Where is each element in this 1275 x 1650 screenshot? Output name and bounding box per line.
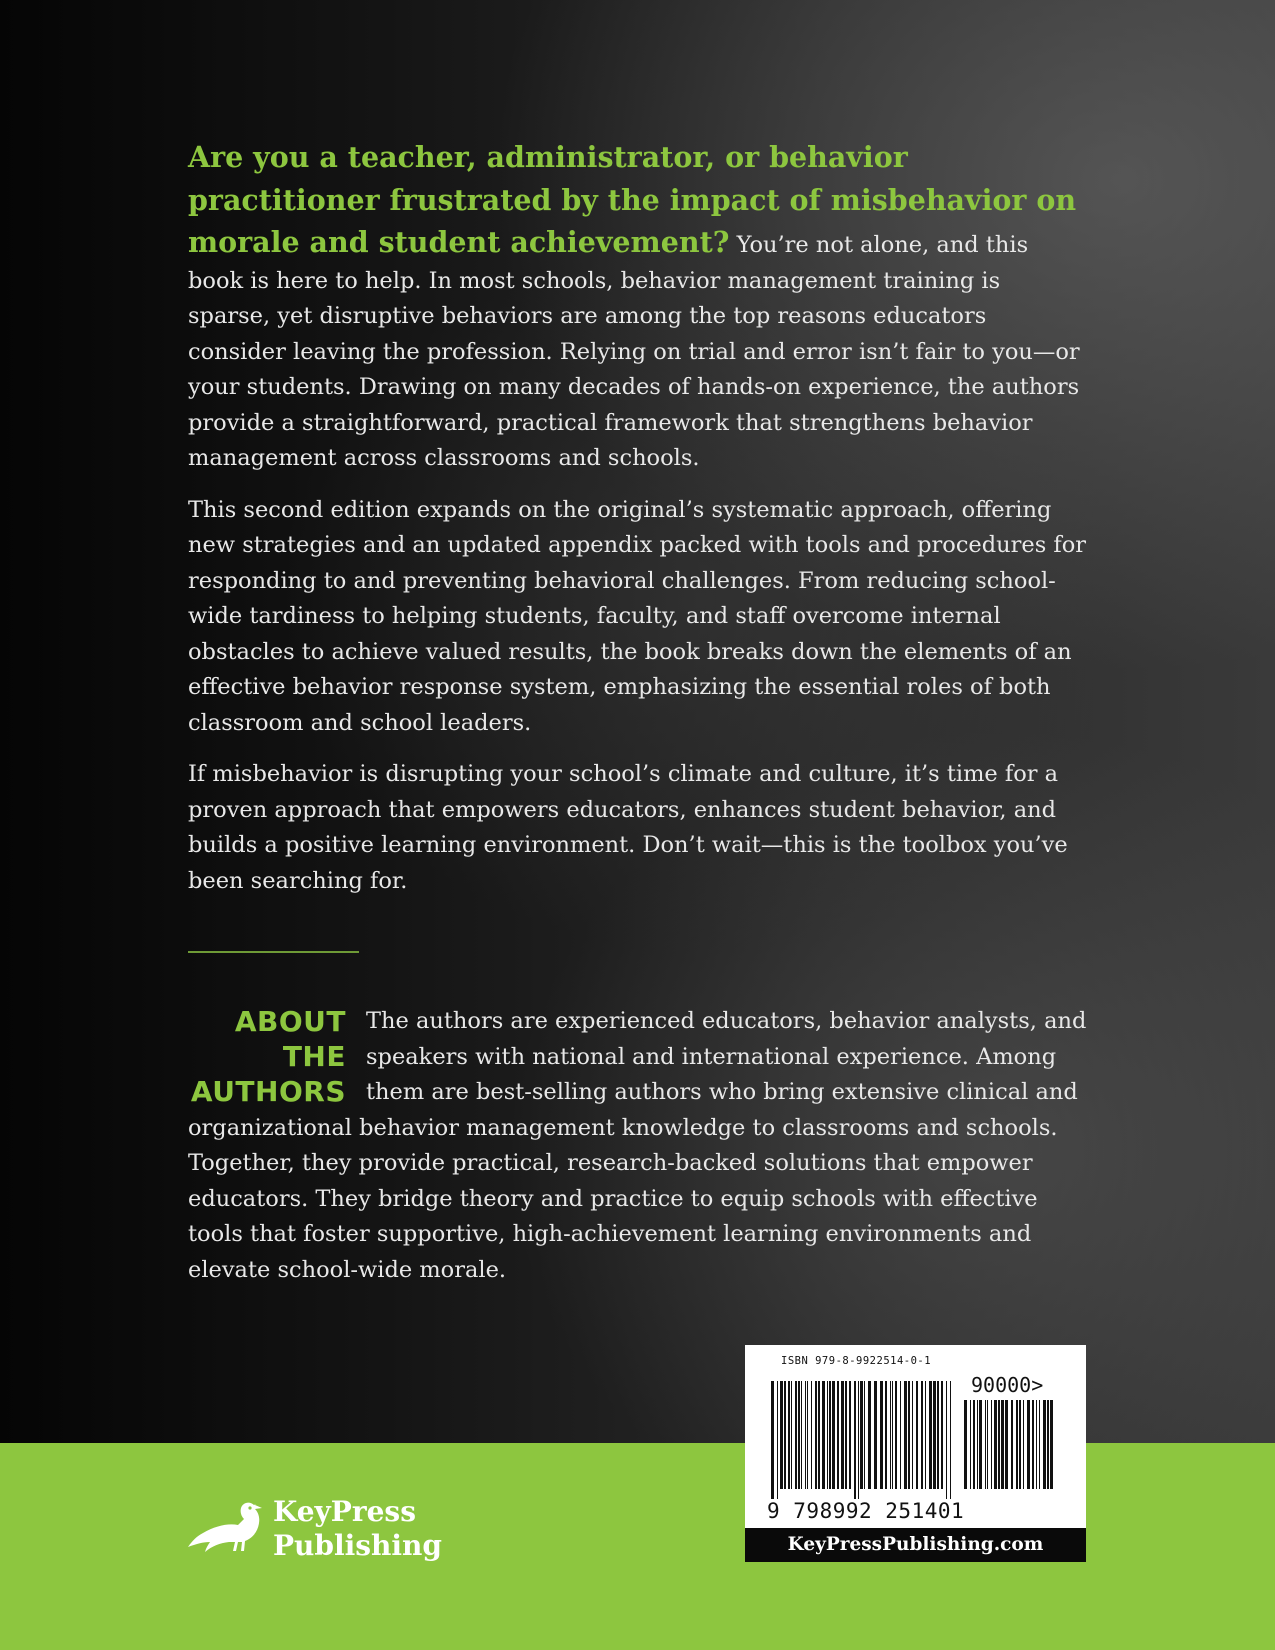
barcode-bar [860, 1381, 863, 1489]
barcode-bar [837, 1381, 839, 1489]
barcode-bar [841, 1381, 844, 1489]
pigeon-icon [188, 1497, 270, 1563]
barcode-bar [895, 1381, 897, 1489]
barcode-bar [908, 1381, 910, 1489]
blurb-paragraph-1 [188, 136, 1088, 477]
barcode-bar [815, 1381, 817, 1489]
barcode-bar [1023, 1400, 1024, 1489]
barcode-bar [964, 1400, 967, 1489]
barcode-bar [885, 1381, 887, 1489]
barcode-bar [900, 1381, 901, 1489]
barcode-bar [777, 1381, 778, 1499]
blurb-paragraph-3: If misbehavior is disrupting your school’s climate and culture, it’s time for a proven approach that empowers educators, enhances student behavior, and builds a positive learning environment. Don’t wait—this is the toolbox you’ve been searching for. [188, 761, 1068, 894]
barcode-bar [912, 1381, 913, 1489]
barcode-bar [1036, 1400, 1037, 1489]
barcode-bar [970, 1400, 971, 1489]
barcode-bar [979, 1400, 982, 1489]
barcode-bar [811, 1381, 812, 1489]
barcode-bar [798, 1381, 800, 1489]
barcode-bar [805, 1381, 806, 1489]
barcode-bar [845, 1381, 847, 1489]
barcode-bar [827, 1381, 828, 1489]
barcode-bar [987, 1400, 988, 1489]
barcode-bar [832, 1381, 835, 1489]
barcode-bar [998, 1400, 1000, 1489]
barcode-bar [977, 1400, 978, 1489]
barcode-bar [925, 1381, 926, 1489]
barcode-main-bars [771, 1381, 956, 1499]
barcode-bar [868, 1381, 871, 1489]
barcode-bar [929, 1381, 932, 1489]
barcode-bar [791, 1381, 792, 1489]
publisher-logo [188, 1495, 458, 1575]
about-authors-text: The authors are experienced educators, behavior analysts, and speakers with national and international experience. Among them are best-selling authors who bring extensive clinical and organizational behavior management knowledge to classrooms and schools. Together, they provide practical, research-backed solutions that empower educators. They bridge theory and practice to equip schools with effective tools that foster supportive, high-achievement learning environments and elevate school-wide morale. [188, 1008, 1087, 1283]
section-divider [188, 951, 359, 953]
barcode-bar [985, 1400, 986, 1489]
barcode-bar [788, 1381, 790, 1489]
barcode-bar [1016, 1400, 1018, 1489]
barcode-addon-bars [964, 1400, 1054, 1499]
barcode-bar [921, 1381, 923, 1489]
barcode-bar [892, 1381, 893, 1489]
barcode-bar [822, 1381, 825, 1489]
barcode-bar [795, 1381, 797, 1489]
barcode-bar [994, 1400, 997, 1489]
barcode-bar [1047, 1400, 1049, 1489]
barcode-bar [1019, 1400, 1021, 1489]
barcode-bar [950, 1381, 951, 1499]
barcode-bar [890, 1381, 891, 1489]
barcode-bar [854, 1381, 856, 1499]
blurb-lead: Are you a teacher, administrator, or behavior practitioner frustrated by the impact of misbehavior on morale and student achievement? [188, 140, 1077, 259]
barcode-bar [933, 1381, 936, 1489]
price-code: 90000> [971, 1373, 1044, 1397]
isbn-number: ISBN 979-8-9922514-0-1 [781, 1355, 932, 1367]
blurb-paragraph-2: This second edition expands on the original’s systematic approach, offering new strategies and an updated appendix packed with tools and procedures for responding to and preventing behavioral challenges. From reducing school-wide tardiness to helping students, faculty, and staff overcome internal obstacles to achieve valued results, the book breaks down the elements of an effective behavior response system, emphasizing the essential roles of both classroom and school leaders. [188, 496, 1087, 736]
barcode-bar [801, 1381, 802, 1489]
barcode-bar [1032, 1400, 1034, 1489]
barcode-bar [937, 1381, 939, 1489]
barcode-bar [973, 1400, 975, 1489]
barcode-bar [1005, 1400, 1008, 1489]
barcode-bar [818, 1381, 820, 1489]
barcode-bar [1011, 1400, 1013, 1489]
barcode-bar [858, 1381, 859, 1499]
barcode-bar [771, 1381, 774, 1499]
barcode-bar [784, 1381, 786, 1489]
barcode-bar [1027, 1400, 1030, 1489]
barcode-bar [849, 1381, 851, 1489]
barcode-digits: 9 798992 251401 [767, 1499, 965, 1523]
barcode-bar [916, 1381, 918, 1489]
barcode-bar [941, 1381, 943, 1489]
blurb-intro: You’re not alone, and this book is here to help. In most schools, behavior management training is sparse, yet disruptive behaviors are among the top reasons educators consider leaving the profession. Relying on trial and error isn’t fair to you—or your students. Drawing on many decades of hands-on experience, the authors provide a straightforward, practical framework that strengthens behavior management across classrooms and schools. [188, 232, 1080, 471]
barcode-bar [864, 1381, 865, 1489]
barcode-bar [904, 1381, 907, 1489]
barcode-bar [780, 1381, 783, 1489]
barcode-bar [874, 1381, 877, 1489]
barcode-bar [1043, 1400, 1046, 1489]
publisher-website: KeyPressPublishing.com [745, 1528, 1086, 1562]
barcode-bar [1001, 1400, 1004, 1489]
barcode-bar [1039, 1400, 1040, 1489]
barcode-bar [829, 1381, 831, 1489]
about-authors-heading: ABOUT THE AUTHORS [190, 1005, 346, 1108]
isbn-barcode [745, 1345, 1086, 1562]
barcode-bar [880, 1381, 883, 1489]
barcode-bar [1050, 1400, 1053, 1489]
publisher-name: KeyPress Publishing [273, 1495, 442, 1562]
blurb [188, 136, 1088, 915]
about-authors-section [188, 1004, 1088, 1288]
barcode-bar [991, 1400, 992, 1489]
barcode-bar [946, 1381, 947, 1499]
barcode-bar [807, 1381, 808, 1489]
